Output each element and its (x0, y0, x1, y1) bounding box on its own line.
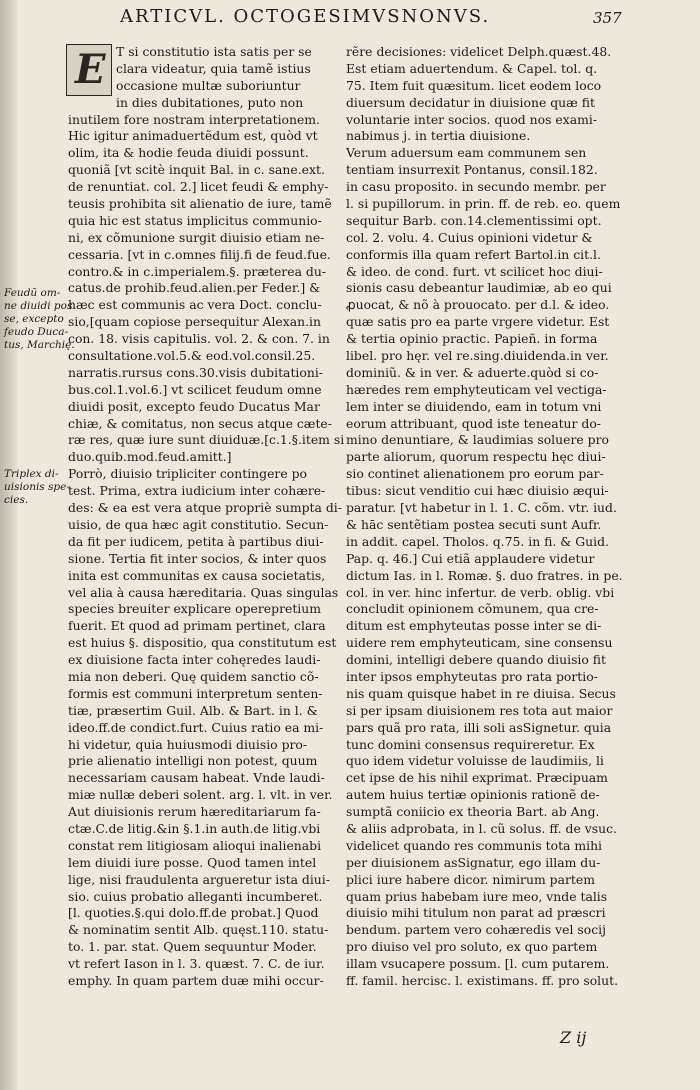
text-line: emphy. In quam partem duæ mihi occur- (68, 972, 324, 988)
margin-note-line: Feudũ om- (4, 287, 61, 299)
text-line: constat rem litigiosam alioqui inalienabi (68, 837, 322, 853)
margin-note-line: Triplex di- (4, 468, 59, 480)
text-line: diuersum decidatur in diuisione quæ fit (346, 94, 595, 110)
text-line: quam prius habebam iure meo, vnde talis (346, 888, 608, 904)
text-line: & tertia opinio practic. Papieñ. in forma (346, 331, 598, 347)
text-line: parte aliorum, quorum respectu hęc diui- (346, 449, 606, 465)
text-line: inter ipsos emphyteutas pro rata portio- (346, 668, 598, 684)
text-line: in casu proposito. in secundo membr. per (346, 179, 606, 195)
text-line: nabimus j. in tertia diuisione. (346, 128, 531, 144)
text-line: col. in ver. hinc infertur. de verb. oblig. vbi (346, 584, 615, 600)
text-line: occasione multæ suboriuntur (116, 77, 301, 93)
text-line: hæredes rem emphyteuticam vel vectiga- (346, 381, 607, 397)
text-line: ditum est emphyteutas posse inter se di- (346, 618, 602, 634)
text-line: quia hic est status implicitus communio- (68, 212, 322, 228)
text-line: Hic igitur animaduertẽdum est, quòd vt (68, 128, 318, 144)
signature-mark: Z ij (560, 1028, 587, 1047)
text-line: diuisio mihi titulum non parat ad præscri (346, 905, 606, 921)
text-line: sio continet alienationem pro eorum par- (346, 466, 604, 482)
text-line: vt refert Iason in l. 3. quæst. 7. C. de iur. (68, 956, 325, 972)
text-line: olim, ita & hodie feuda diuidi possunt. (68, 145, 309, 161)
text-line: domini, intelligi debere quando diuisio fit (346, 652, 607, 668)
text-line: inita est communitas ex causa societatis, (68, 567, 326, 583)
text-line: tentiam insurrexit Pontanus, consil.182. (346, 162, 598, 178)
text-line: Aut diuisionis rerum hæreditariarum fa- (68, 804, 321, 820)
text-line: cessaria. [vt in c.omnes filij.fi de feud.fue. (68, 246, 331, 262)
text-line: mia non deberi. Quę quidem sanctio cõ- (68, 668, 319, 684)
text-line: nis quam quisque habet in re diuisa. Secus (346, 685, 616, 701)
text-line: col. 2. volu. 4. Cuius opinioni videtur & (346, 229, 593, 245)
text-line: dominiũ. & in ver. & aduerte.quòd si co- (346, 364, 599, 380)
margin-note-line: ne diuidi pos (4, 300, 73, 312)
margin-note-line: tus, Marchię. (4, 339, 75, 351)
text-line: ff. famil. hercisc. l. existimans. ff. pro solut. (346, 972, 619, 988)
text-line: da fit per iudicem, petita à partibus diui- (68, 533, 324, 549)
text-line: autem huius tertiæ opinionis rationẽ de- (346, 787, 600, 803)
text-line: hi videtur, quia huiusmodi diuisio pro- (68, 736, 308, 752)
text-line: voluntarie inter socios. quod nos exami- (346, 111, 598, 127)
text-line: lige, nisi fraudulenta argueretur ista diui- (68, 871, 330, 887)
text-line: eorum attribuant, quod iste teneatur do- (346, 415, 601, 431)
text-line: contro.& in c.imperialem.§. præterea du- (68, 263, 326, 279)
text-line: ideo.ff.de condict.furt. Cuius ratio ea mi- (68, 719, 324, 735)
text-line: miæ nullæ deberi solent. arg. l. vlt. in ver. (68, 787, 333, 803)
text-line: libel. pro hęr. vel re.sing.diuidenda.in ver. (346, 348, 609, 364)
text-line: narratis.rursus cons.30.visis dubitationi- (68, 364, 323, 380)
text-line: illam vsucapere possum. [l. cum putarem. (346, 956, 610, 972)
text-line: uidere rem emphyteuticam, sine consensu (346, 635, 613, 651)
text-line: Verum aduersum eam communem sen (346, 145, 587, 161)
text-line: dictum Ias. in l. Romæ. §. duo fratres. in pe. (346, 567, 623, 583)
right-column (346, 44, 623, 990)
text-line: species breuiter explicare operepretium (68, 601, 321, 617)
text-line: sione. Tertia fit inter socios, & inter quos (68, 550, 327, 566)
text-line: & aliis adprobata, in l. cũ solus. ff. de vsuc. (346, 820, 617, 836)
text-line: test. Prima, extra iudicium inter cohære- (68, 483, 326, 499)
text-line: est huius §. dispositio, qua constitutum est (68, 635, 337, 651)
text-line: 75. Item fuit quæsitum. licet eodem loco (346, 77, 602, 93)
text-line: lem diuidi iure posse. Quod tamen intel (68, 854, 317, 870)
page-number: 357 (593, 9, 622, 27)
text-line: sionis casu debeantur laudimiæ, ab eo qui (346, 280, 612, 296)
text-line: quo idem videtur voluisse de laudimiis, li (346, 753, 604, 769)
text-line: sequitur Barb. con.14.clementissimi opt. (346, 212, 602, 228)
text-line: pars quã pro rata, illi soli asSignetur. quia (346, 719, 612, 735)
text-line: cet ipse de his nihil exprimat. Præcipuam (346, 770, 608, 786)
text-line: fuerit. Et quod ad primam pertinet, clara (68, 618, 326, 634)
text-line: tiæ, præsertim Guil. Alb. & Bart. in l. & (68, 702, 318, 718)
text-line: bus.col.1.vol.6.] vt scilicet feudum omne (68, 381, 322, 397)
margin-note-line: uisionis spe- (4, 481, 70, 493)
text-line: duo.quib.mod.feud.amitt.] (68, 449, 232, 465)
text-line: pro diuiso vel pro soluto, ex quo partem (346, 939, 598, 955)
text-line: & ideo. de cond. furt. vt scilicet hoc diui- (346, 263, 603, 279)
text-line: tunc domini consensus requireretur. Ex (346, 736, 595, 752)
text-line: prie alienatio intelligi non potest, quum (68, 753, 318, 769)
margin-note-line: cies. (4, 494, 29, 506)
text-line: vel alia à causa hæreditaria. Quas singulas (68, 584, 339, 600)
text-line: mino denuntiare, & laudimias soluere pro (346, 432, 609, 448)
text-line: de renuntiat. col. 2.] licet feudi & emphy- (68, 179, 329, 195)
drop-cap-initial (66, 44, 112, 96)
text-line: T si constitutio ista satis per se (116, 44, 312, 59)
text-line: hæc est communis ac vera Doct. conclu- (68, 297, 322, 313)
text-line: Porrò, diuisio tripliciter contingere po (68, 466, 307, 482)
text-line: sio. cuius probatio alleganti incumberet. (68, 888, 323, 904)
text-line: ex diuisione facta inter cohęredes laudi- (68, 652, 321, 668)
text-line: l. si pupillorum. in prin. ff. de reb. eo. quem (346, 196, 621, 212)
text-line: ctæ.C.de litig.&in §.1.in auth.de litig.vbi (68, 820, 321, 836)
text-line: catus.de prohib.feud.alien.per Feder.] & (68, 280, 321, 296)
text-line: ni, ex cõmunione surgit diuisio etiam ne- (68, 229, 325, 245)
drop-cap-letter: E (75, 46, 106, 93)
margin-note-triplex (4, 468, 70, 507)
text-line: teusis prohibita sit alienatio de iure, tamẽ (68, 196, 332, 212)
right-column-text (346, 44, 623, 990)
text-line: & nominatim sentit Alb. quęst.110. statu- (68, 922, 329, 938)
text-line: consultatione.vol.5.& eod.vol.consil.25. (68, 348, 316, 364)
text-line: quoniã [vt scitè inquit Bal. in c. sane.ext. (68, 162, 325, 178)
gutter-shadow (0, 0, 18, 1090)
text-line: to. 1. par. stat. Quem sequuntur Moder. (68, 939, 317, 955)
text-line: sumptã coniicio ex theoria Bart. ab Ang. (346, 804, 600, 820)
text-line: rẽre decisiones: videlicet Delph.quæst.48. (346, 44, 612, 59)
text-line: Est etiam aduertendum. & Capel. tol. q. (346, 60, 598, 76)
left-column-text (68, 111, 345, 990)
text-line: bendum. partem vero cohæredis vel socij (346, 922, 606, 938)
text-line: diuidi posit, excepto feudo Ducatus Mar (68, 398, 320, 414)
text-line: conformis illa quam refert Bartol.in cit.l. (346, 246, 601, 262)
text-line: plici iure habere dicor. nimirum partem (346, 871, 595, 887)
left-column (68, 44, 345, 990)
text-line: des: & ea est vera atque propriè sumpta di- (68, 500, 342, 516)
text-line: tibus: sicut venditio cui hæc diuisio æqui- (346, 483, 609, 499)
text-line: concludit opinionem cõmunem, qua cre- (346, 601, 599, 617)
text-line: chiæ, & comitatus, non secus atque cæte- (68, 415, 332, 431)
text-line: lem inter se diuidendo, eam in totum vni (346, 398, 602, 414)
text-line: ræ res, quæ iure sunt diuiduæ.[c.1.§.item si (68, 432, 345, 448)
text-line: [l. quoties.§.qui dolo.ff.de probat.] Quod (68, 905, 319, 921)
text-line: inutilem fore nostram interpretationem. (68, 111, 320, 127)
text-line: clara videatur, quia tamẽ istius (116, 60, 311, 76)
text-line: necessariam causam habeat. Vnde laudi- (68, 770, 325, 786)
text-line: quæ satis pro ea parte vrgere videtur. Est (346, 314, 610, 330)
text-line: uisio, de qua hæc agit constitutio. Secun- (68, 516, 329, 532)
text-line: in dies dubitationes, puto non (116, 94, 304, 110)
text-line: & hāc sentẽtiam postea secuti sunt Aufr. (346, 516, 602, 532)
text-line: ꝓuocat, & nõ à prouocato. per d.l. & ideo. (346, 297, 610, 313)
margin-note-feudum (4, 287, 75, 352)
margin-note-line: feudo Duca- (4, 326, 69, 338)
text-line: paratur. [vt habetur in l. 1. C. cõm. vtr. iud. (346, 500, 617, 516)
text-line: sio,[quam copiose persequitur Alexan.in (68, 314, 321, 330)
margin-note-line: se, excepto (4, 313, 64, 325)
text-line: formis est communi interpretum senten- (68, 685, 323, 701)
text-line: con. 18. visis capitulis. vol. 2. & con. 7. in (68, 331, 330, 347)
text-line: Pap. q. 46.] Cui etiã applaudere videtur (346, 550, 595, 566)
running-title: ARTICVL. OCTOGESIMVSNONVS. (120, 6, 491, 27)
text-line: per diuisionem asSignatur, ego illam du- (346, 854, 601, 870)
text-line: videlicet quando res communis tota mihi (346, 837, 603, 853)
text-line: in addit. capel. Tholos. q.75. in fi. & Guid. (346, 533, 609, 549)
text-line: si per ipsam diuisionem res tota aut maior (346, 702, 613, 718)
